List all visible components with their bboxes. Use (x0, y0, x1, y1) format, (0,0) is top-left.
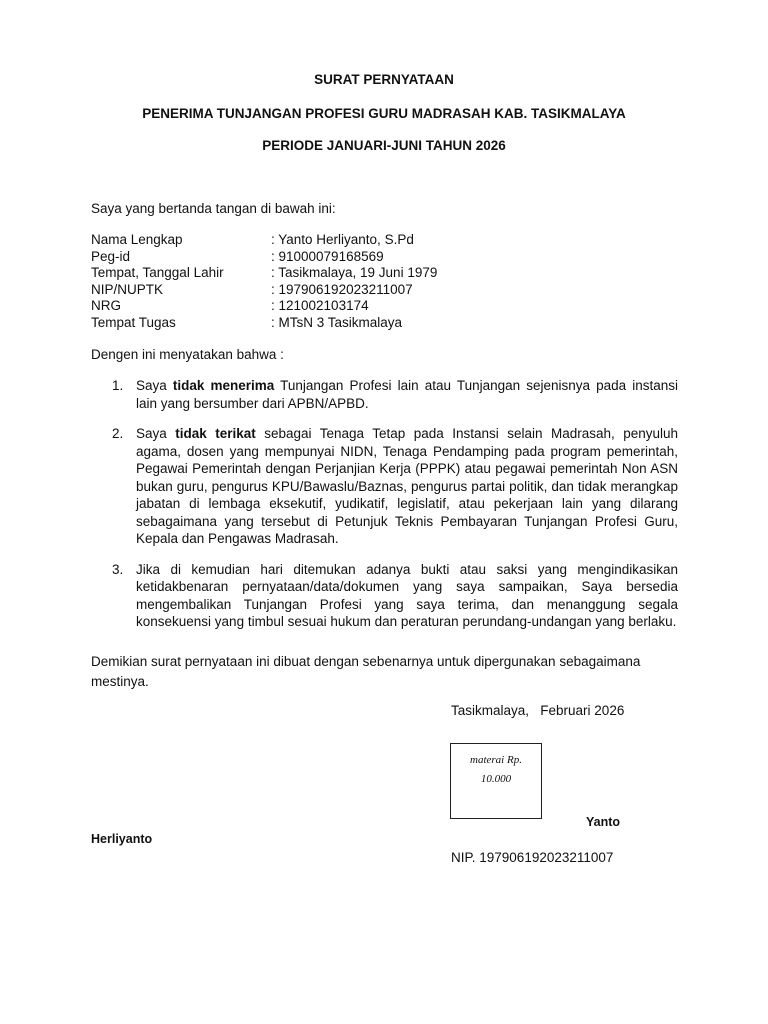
identity-value: : 197906192023211007 (271, 281, 413, 297)
statement-intro: Dengen ini menyatakan bahwa : (91, 347, 284, 362)
identity-value: : Yanto Herliyanto, S.Pd (271, 232, 414, 247)
item-text-post: Tunjangan Profesi lain atau Tunjangan sejenisnya pada instansi lain yang bersumber dari APBN/APBD. (136, 378, 678, 411)
document-title: SURAT PERNYATAAN (314, 72, 454, 87)
document-period: PERIODE JANUARI-JUNI TAHUN 2026 (262, 138, 506, 153)
place-date: Tasikmalaya, Februari 2026 (451, 703, 625, 718)
identity-label: Tempat Tugas (91, 314, 176, 330)
identity-row (91, 282, 437, 299)
identity-label: NIP/NUPTK (91, 281, 164, 297)
item-text-pre: Saya (136, 426, 176, 441)
identity-table (91, 232, 437, 332)
identity-value: : Tasikmalaya, 19 Juni 1979 (271, 265, 438, 281)
intro-text: Saya yang bertanda tangan di bawah ini: (91, 201, 336, 216)
identity-label: Tempat, Tanggal Lahir (91, 265, 224, 281)
identity-row (91, 298, 437, 315)
identity-value: : 121002103174 (271, 298, 369, 314)
identity-value: : MTsN 3 Tasikmalaya (271, 314, 403, 330)
statement-item (91, 377, 678, 412)
materai-amount: 10.000 (480, 773, 512, 785)
signer-last-name: Herliyanto (91, 832, 153, 846)
item-text-bold: tidak terikat (175, 426, 256, 441)
item-text (136, 425, 678, 548)
item-text-bold: tidak menerima (172, 378, 275, 393)
identity-value: : 91000079168569 (271, 248, 384, 264)
item-text (136, 377, 678, 412)
item-number: 2. (112, 426, 124, 441)
signer-nip: NIP. 197906192023211007 (451, 850, 614, 865)
item-text: Jika di kemudian hari ditemukan adanya bukti atau saksi yang mengindikasikan ketidakbenaran pernyataan/data/dokumen yang saya sampaikan, Saya bersedia mengembalikan Tunjangan Profesi yang saya terima, dan menanggung segala konsekuensi yang timbul sesuai hukum dan peraturan perundang-undangan yang berlaku. (136, 561, 678, 629)
identity-row (91, 249, 437, 266)
identity-row (91, 232, 437, 249)
signer-first-name: Yanto (586, 815, 621, 829)
item-number: 3. (112, 561, 124, 577)
statement-item (91, 425, 678, 548)
item-text-post: sebagai Tenaga Tetap pada Instansi selain Madrasah, penyuluh agama, dosen yang mempunyai NIDN, Tenaga Pendamping pada program pemerintah, Pegawai Pemerintah dengan Perjanjian Kerja (PPPK) atau pegawai pemerintah Non ASN bukan guru, pengurus KPU/Bawaslu/Baznas, pengurus partai politik, dan tidak merangkap jabatan di lembaga eksekutif, yudikatif, legislatif, atau pekerjaan lain yang dilarang sebagaimana yang tersebut di Petunjuk Teknis Pembayaran Tunjangan Profesi Guru, Kepala dan Pengawas Madrasah. (136, 426, 678, 546)
identity-row (91, 315, 437, 332)
closing-text: Demikian surat pernyataan ini dibuat dengan sebenarnya untuk dipergunakan sebagaimana mestinya. (91, 654, 641, 689)
identity-label: Nama Lengkap (91, 232, 183, 247)
materai-label: materai Rp. (470, 754, 522, 766)
item-text-pre: Saya (136, 378, 173, 393)
materai-stamp-box (450, 743, 542, 819)
identity-label: Peg-id (91, 248, 131, 264)
item-number: 1. (112, 378, 124, 393)
identity-row (91, 265, 437, 282)
identity-label: NRG (91, 298, 121, 314)
statement-item (91, 561, 678, 631)
document-subtitle: PENERIMA TUNJANGAN PROFESI GURU MADRASAH KAB. TASIKMALAYA (142, 106, 626, 121)
statement-list (91, 377, 678, 631)
